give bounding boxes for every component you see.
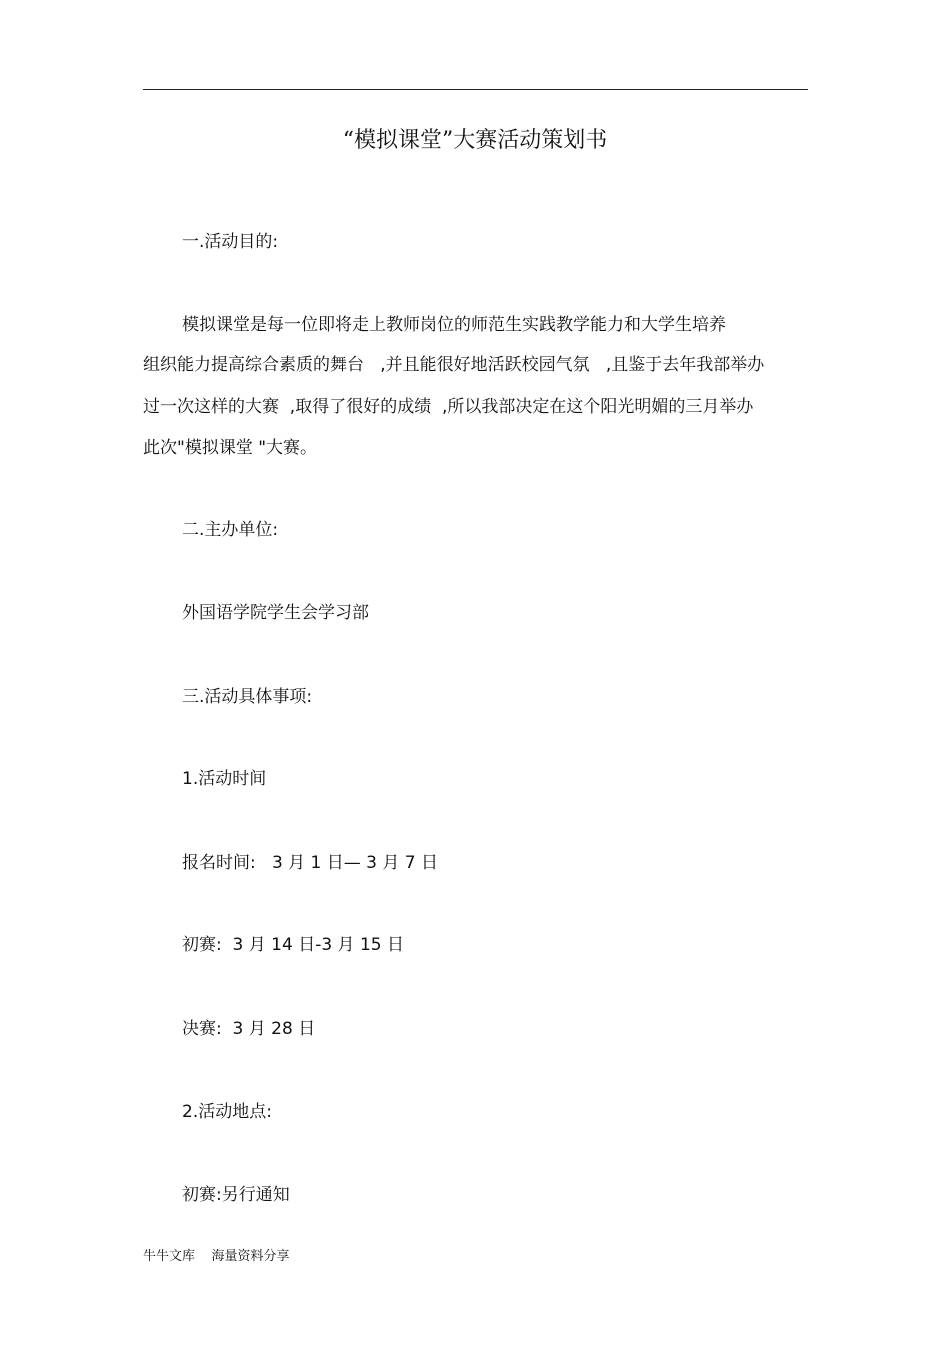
organizer-text: 外国语学院学生会学习部 xyxy=(182,603,369,623)
registration-time: 报名时间: 3 月 1 日— 3 月 7 日 xyxy=(182,853,439,873)
final-time: 决赛: 3 月 28 日 xyxy=(182,1019,316,1039)
paragraph-line: 此次"模拟课堂 "大赛。 xyxy=(143,438,318,458)
header-rule xyxy=(143,89,808,90)
item2-heading: 2.活动地点: xyxy=(182,1102,272,1122)
preliminary-location: 初赛:另行通知 xyxy=(182,1185,290,1205)
document-title: “模拟课堂”大赛活动策划书 xyxy=(342,128,608,153)
page-footer: 牛牛文库 海量资料分享 xyxy=(143,1249,290,1264)
section3-heading: 三.活动具体事项: xyxy=(182,687,313,707)
paragraph-line: 过一次这样的大赛 ,取得了很好的成绩 ,所以我部决定在这个阳光明媚的三月举办 xyxy=(143,397,754,417)
section2-heading: 二.主办单位: xyxy=(182,520,279,540)
paragraph-line: 模拟课堂是每一位即将走上教师岗位的师范生实践教学能力和大学生培养 xyxy=(182,315,726,335)
preliminary-time: 初赛: 3 月 14 日-3 月 15 日 xyxy=(182,935,404,955)
section1-heading: 一.活动目的: xyxy=(182,232,279,252)
paragraph-line: 组织能力提高综合素质的舞台 ,并且能很好地活跃校园气氛 ,且鉴于去年我部举办 xyxy=(143,355,765,375)
item1-heading: 1.活动时间 xyxy=(182,769,267,789)
